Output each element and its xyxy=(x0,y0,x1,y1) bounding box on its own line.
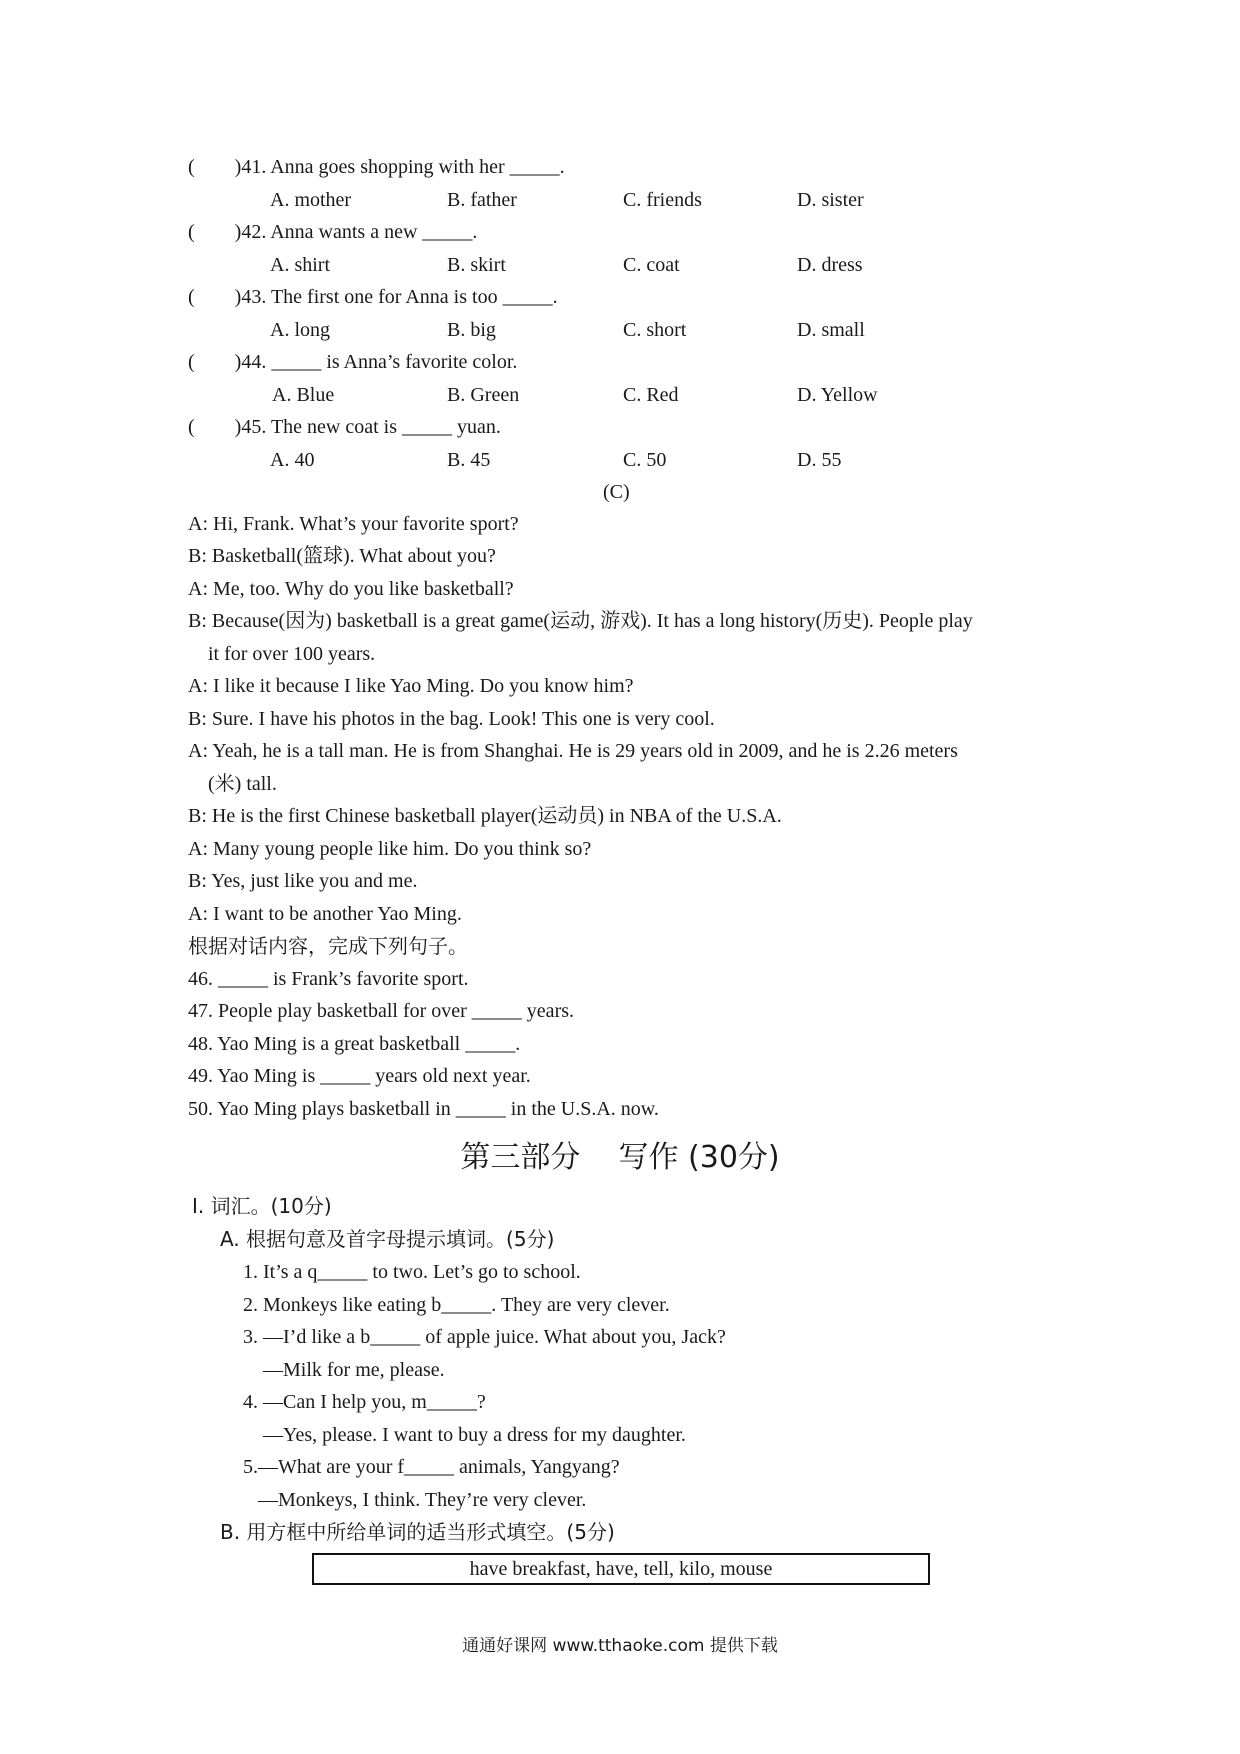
dialogue-line: (米) tall. xyxy=(188,773,277,795)
part-a-item: 1. It’s a q_____ to two. Let’s go to school. xyxy=(243,1261,581,1283)
mc-option: D. Yellow xyxy=(797,384,878,406)
mc-question-45: ( )45. The new coat is _____ yuan. xyxy=(188,416,501,438)
page-footer: 通通好课网 www.tthaoke.com 提供下载 xyxy=(462,1636,778,1656)
part-a-item: —Milk for me, please. xyxy=(243,1359,445,1381)
dialogue-line: A: I like it because I like Yao Ming. Do you know him? xyxy=(188,675,634,697)
dialogue-line: B: Basketball(篮球). What about you? xyxy=(188,545,496,567)
mc-option: C. friends xyxy=(623,189,702,211)
section-c-instruction: 根据对话内容，完成下列句子。 xyxy=(188,934,468,958)
mc-option: B. 45 xyxy=(447,449,491,471)
dialogue-line: A: Yeah, he is a tall man. He is from Shanghai. He is 29 years old in 2009, and he is 2.26 meters xyxy=(188,740,958,762)
word-box-text: have breakfast, have, tell, kilo, mouse xyxy=(469,1558,773,1580)
mc-option: A. 40 xyxy=(270,449,315,471)
dialogue-line: A: Me, too. Why do you like basketball? xyxy=(188,578,514,600)
part-a-item: 3. —I’d like a b_____ of apple juice. What about you, Jack? xyxy=(243,1326,726,1348)
mc-option: B. big xyxy=(447,319,496,341)
mc-option: A. mother xyxy=(270,189,352,211)
mc-question-41: ( )41. Anna goes shopping with her _____. xyxy=(188,156,565,178)
part-a-item: 5.—What are your f_____ animals, Yangyang? xyxy=(243,1456,620,1478)
dialogue-line: B: Sure. I have his photos in the bag. Look! This one is very cool. xyxy=(188,708,715,730)
mc-question-42: ( )42. Anna wants a new _____. xyxy=(188,221,478,243)
part-a-item: —Yes, please. I want to buy a dress for my daughter. xyxy=(243,1424,686,1446)
part-a-item: 2. Monkeys like eating b_____. They are very clever. xyxy=(243,1294,670,1316)
vocab-title: Ⅰ. 词汇。(10分) xyxy=(192,1194,332,1218)
mc-option: D. small xyxy=(797,319,865,341)
dialogue-line: it for over 100 years. xyxy=(188,643,376,665)
question-46: 46. _____ is Frank’s favorite sport. xyxy=(188,968,469,990)
mc-option: A. shirt xyxy=(270,254,330,276)
part3-title: 第三部分 写作 (30分) xyxy=(460,1140,780,1175)
mc-option: B. Green xyxy=(447,384,520,406)
part-a-item: 4. —Can I help you, m_____? xyxy=(243,1391,486,1413)
mc-option: D. dress xyxy=(797,254,863,276)
mc-option: D. sister xyxy=(797,189,864,211)
mc-option: D. 55 xyxy=(797,449,842,471)
question-47: 47. People play basketball for over _____ years. xyxy=(188,1000,575,1022)
mc-question-43: ( )43. The first one for Anna is too _____. xyxy=(188,286,558,308)
mc-option: C. Red xyxy=(623,384,679,406)
part-b-title: B. 用方框中所给单词的适当形式填空。(5分) xyxy=(220,1520,615,1544)
mc-option: A. long xyxy=(270,319,330,341)
dialogue-line: B: Yes, just like you and me. xyxy=(188,870,418,892)
mc-option: C. short xyxy=(623,319,687,341)
mc-option: B. father xyxy=(447,189,517,211)
dialogue-line: A: I want to be another Yao Ming. xyxy=(188,903,462,925)
dialogue-line: B: He is the first Chinese basketball player(运动员) in NBA of the U.S.A. xyxy=(188,805,782,827)
dialogue-line: B: Because(因为) basketball is a great game(运动, 游戏). It has a long history(历史). People play xyxy=(188,610,973,632)
dialogue-line: A: Hi, Frank. What’s your favorite sport? xyxy=(188,513,519,535)
mc-option: C. 50 xyxy=(623,449,667,471)
word-box xyxy=(312,1553,930,1585)
mc-question-44: ( )44. _____ is Anna’s favorite color. xyxy=(188,351,518,373)
section-c-label: (C) xyxy=(603,481,630,503)
mc-option: B. skirt xyxy=(447,254,506,276)
part-a-item: —Monkeys, I think. They’re very clever. xyxy=(243,1489,587,1511)
question-49: 49. Yao Ming is _____ years old next year. xyxy=(188,1065,531,1087)
mc-option: A. Blue xyxy=(272,384,335,406)
dialogue-line: A: Many young people like him. Do you think so? xyxy=(188,838,592,860)
part-a-title: A. 根据句意及首字母提示填词。(5分) xyxy=(220,1227,555,1251)
question-48: 48. Yao Ming is a great basketball _____. xyxy=(188,1033,521,1055)
question-50: 50. Yao Ming plays basketball in _____ in the U.S.A. now. xyxy=(188,1098,659,1120)
mc-option: C. coat xyxy=(623,254,680,276)
